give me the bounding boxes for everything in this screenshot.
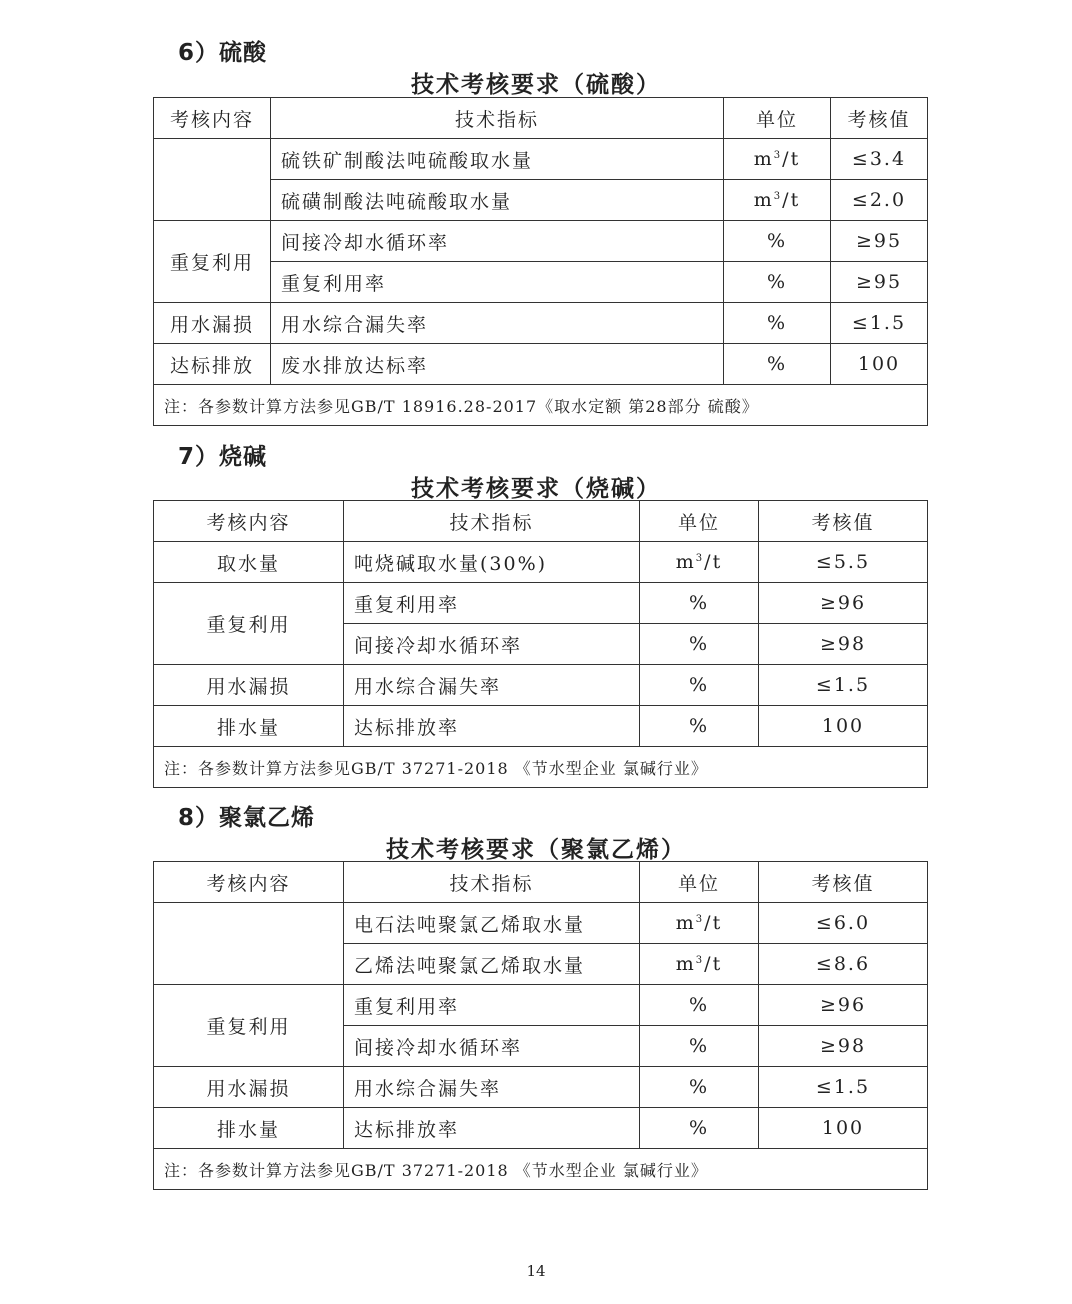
group-cell: 取水量 bbox=[154, 542, 344, 583]
unit-cell: $m^3/t$ bbox=[724, 139, 831, 180]
value-cell: ≤5.5 bbox=[759, 542, 928, 583]
table-row bbox=[154, 583, 928, 624]
indicator-cell: 达标排放率 bbox=[344, 706, 640, 747]
unit-cell: % bbox=[724, 303, 831, 344]
table-row bbox=[154, 180, 928, 221]
table-row bbox=[154, 1108, 928, 1149]
group-cell: 重复利用 bbox=[154, 221, 271, 303]
indicator-cell: 乙烯法吨聚氯乙烯取水量 bbox=[344, 944, 640, 985]
indicator-cell: 重复利用率 bbox=[271, 262, 724, 303]
unit-cell: % bbox=[640, 1026, 759, 1067]
table-note-row bbox=[154, 747, 928, 788]
value-cell: ≤8.6 bbox=[759, 944, 928, 985]
section-heading-sulfuric-acid: 6）硫酸 bbox=[178, 40, 268, 66]
table-header-row bbox=[154, 862, 928, 903]
header-cell-indicator: 技术指标 bbox=[344, 862, 640, 903]
group-cell: 达标排放 bbox=[154, 344, 271, 385]
unit-cell: $m^3/t$ bbox=[640, 903, 759, 944]
table-header-row bbox=[154, 98, 928, 139]
indicator-cell: 间接冷却水循环率 bbox=[344, 624, 640, 665]
header-cell-indicator: 技术指标 bbox=[344, 501, 640, 542]
header-cell-content: 考核内容 bbox=[154, 501, 344, 542]
indicator-cell: 用水综合漏失率 bbox=[344, 1067, 640, 1108]
table-row bbox=[154, 985, 928, 1026]
header-cell-value: 考核值 bbox=[831, 98, 928, 139]
table-caption-caustic-soda: 技术考核要求（烧碱） bbox=[411, 476, 661, 502]
value-cell: ≤2.0 bbox=[831, 180, 928, 221]
unit-cell: % bbox=[640, 624, 759, 665]
unit-cell: % bbox=[724, 262, 831, 303]
unit-cell: $m^3/t$ bbox=[724, 180, 831, 221]
indicator-cell: 用水综合漏失率 bbox=[344, 665, 640, 706]
table-note: 注：各参数计算方法参见GB/T 18916.28-2017《取水定额 第28部分 硫酸》 bbox=[154, 385, 928, 426]
group-cell: 重复利用 bbox=[154, 985, 344, 1067]
unit-cell: % bbox=[640, 1067, 759, 1108]
group-cell: 用水漏损 bbox=[154, 303, 271, 344]
table-row bbox=[154, 706, 928, 747]
value-cell: ≥95 bbox=[831, 221, 928, 262]
table-note: 注：各参数计算方法参见GB/T 37271-2018 《节水型企业 氯碱行业》 bbox=[154, 747, 928, 788]
indicator-cell: 废水排放达标率 bbox=[271, 344, 724, 385]
indicator-cell: 电石法吨聚氯乙烯取水量 bbox=[344, 903, 640, 944]
group-cell: 用水漏损 bbox=[154, 665, 344, 706]
indicator-cell: 达标排放率 bbox=[344, 1108, 640, 1149]
section-heading-caustic-soda: 7）烧碱 bbox=[178, 444, 268, 470]
group-cell bbox=[154, 139, 271, 221]
group-cell: 重复利用 bbox=[154, 583, 344, 665]
group-cell: 用水漏损 bbox=[154, 1067, 344, 1108]
indicator-cell: 硫铁矿制酸法吨硫酸取水量 bbox=[271, 139, 724, 180]
indicator-cell: 用水综合漏失率 bbox=[271, 303, 724, 344]
value-cell: ≤3.4 bbox=[831, 139, 928, 180]
table-pvc bbox=[153, 861, 928, 1190]
table-caption-pvc: 技术考核要求（聚氯乙烯） bbox=[386, 837, 686, 863]
table-row bbox=[154, 903, 928, 944]
table-note: 注：各参数计算方法参见GB/T 37271-2018 《节水型企业 氯碱行业》 bbox=[154, 1149, 928, 1190]
header-cell-content: 考核内容 bbox=[154, 98, 271, 139]
table-caustic-soda bbox=[153, 500, 928, 788]
value-cell: ≤1.5 bbox=[759, 665, 928, 706]
value-cell: ≥98 bbox=[759, 1026, 928, 1067]
value-cell: ≤1.5 bbox=[759, 1067, 928, 1108]
value-cell: 100 bbox=[759, 1108, 928, 1149]
header-cell-value: 考核值 bbox=[759, 501, 928, 542]
indicator-cell: 硫磺制酸法吨硫酸取水量 bbox=[271, 180, 724, 221]
table-row bbox=[154, 665, 928, 706]
table-note-row bbox=[154, 385, 928, 426]
page-number: 14 bbox=[526, 1262, 546, 1280]
unit-cell: $m^3/t$ bbox=[640, 542, 759, 583]
group-cell: 排水量 bbox=[154, 1108, 344, 1149]
section-heading-pvc: 8）聚氯乙烯 bbox=[178, 805, 316, 831]
unit-cell: % bbox=[640, 985, 759, 1026]
table-note-row bbox=[154, 1149, 928, 1190]
header-cell-unit: 单位 bbox=[640, 501, 759, 542]
value-cell: ≥96 bbox=[759, 985, 928, 1026]
unit-cell: % bbox=[640, 583, 759, 624]
value-cell: ≤1.5 bbox=[831, 303, 928, 344]
group-cell: 排水量 bbox=[154, 706, 344, 747]
header-cell-value: 考核值 bbox=[759, 862, 928, 903]
unit-cell: $m^3/t$ bbox=[640, 944, 759, 985]
value-cell: ≥98 bbox=[759, 624, 928, 665]
indicator-cell: 间接冷却水循环率 bbox=[344, 1026, 640, 1067]
unit-cell: % bbox=[640, 665, 759, 706]
table-row bbox=[154, 221, 928, 262]
header-cell-unit: 单位 bbox=[640, 862, 759, 903]
table-row bbox=[154, 262, 928, 303]
header-cell-indicator: 技术指标 bbox=[271, 98, 724, 139]
value-cell: 100 bbox=[759, 706, 928, 747]
value-cell: ≥96 bbox=[759, 583, 928, 624]
table-header-row bbox=[154, 501, 928, 542]
group-cell bbox=[154, 903, 344, 985]
value-cell: ≥95 bbox=[831, 262, 928, 303]
unit-cell: % bbox=[724, 344, 831, 385]
value-cell: ≤6.0 bbox=[759, 903, 928, 944]
indicator-cell: 重复利用率 bbox=[344, 583, 640, 624]
indicator-cell: 重复利用率 bbox=[344, 985, 640, 1026]
table-row bbox=[154, 1067, 928, 1108]
unit-cell: % bbox=[640, 706, 759, 747]
header-cell-content: 考核内容 bbox=[154, 862, 344, 903]
unit-cell: % bbox=[724, 221, 831, 262]
table-row bbox=[154, 303, 928, 344]
table-row bbox=[154, 344, 928, 385]
table-row bbox=[154, 542, 928, 583]
table-row bbox=[154, 139, 928, 180]
indicator-cell: 间接冷却水循环率 bbox=[271, 221, 724, 262]
unit-cell: % bbox=[640, 1108, 759, 1149]
table-sulfuric-acid bbox=[153, 97, 928, 426]
value-cell: 100 bbox=[831, 344, 928, 385]
header-cell-unit: 单位 bbox=[724, 98, 831, 139]
indicator-cell: 吨烧碱取水量(30%) bbox=[344, 542, 640, 583]
table-caption-sulfuric-acid: 技术考核要求（硫酸） bbox=[411, 72, 661, 98]
